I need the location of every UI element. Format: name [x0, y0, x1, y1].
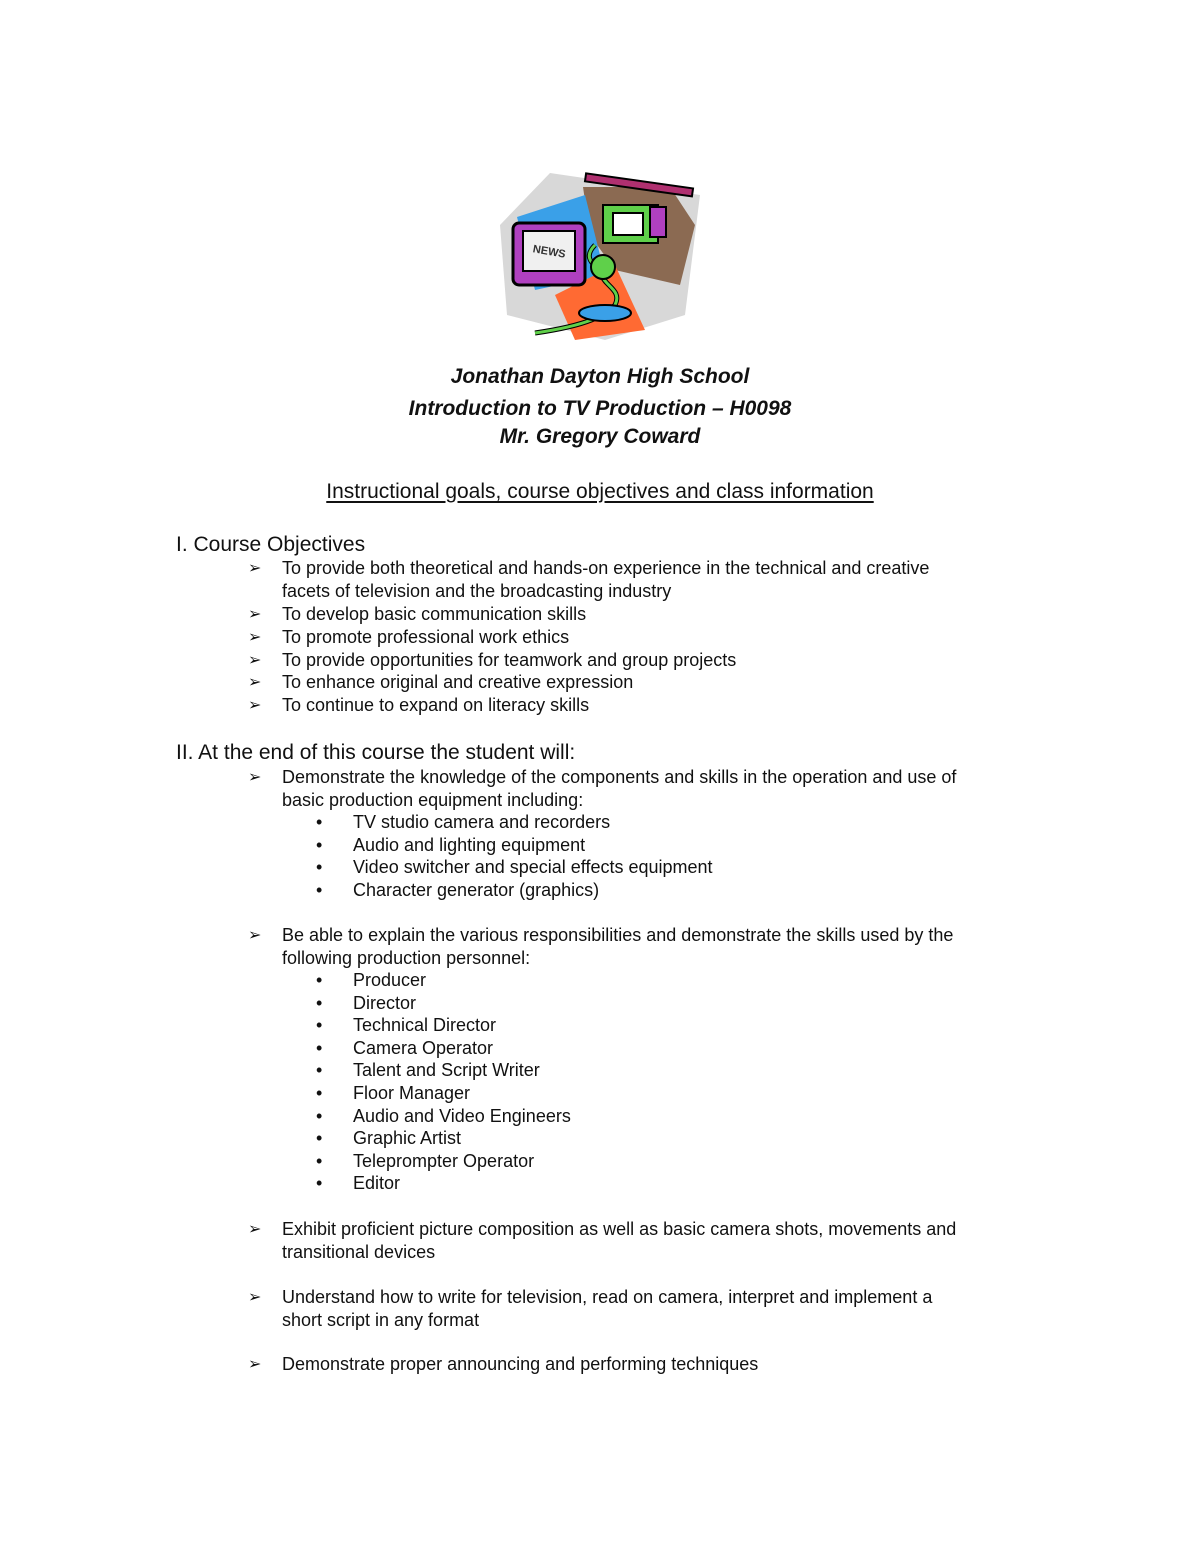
bullet-icon: •	[316, 1128, 323, 1148]
objective-line: To continue to expand on literacy skills	[282, 695, 590, 715]
outcome-line: Demonstrate the knowledge of the components and skills in the operation and use of	[282, 767, 957, 787]
arrow-bullet-icon: ➢	[248, 629, 262, 646]
arrow-bullet-icon: ➢	[248, 560, 262, 577]
objective-line: To provide opportunities for teamwork and group projects	[282, 650, 737, 670]
bullet-icon: •	[316, 1173, 323, 1193]
bullet-icon: •	[316, 1106, 323, 1126]
objective-line: To enhance original and creative expression	[282, 672, 634, 692]
equipment-item: Character generator (graphics)	[353, 880, 600, 900]
arrow-bullet-icon: ➢	[248, 652, 262, 669]
personnel-item: Technical Director	[353, 1015, 497, 1035]
school-name: Jonathan Dayton High School	[450, 365, 750, 388]
bullet-icon: •	[316, 1015, 323, 1035]
personnel-item: Talent and Script Writer	[353, 1060, 540, 1080]
section-heading-student-outcomes: II. At the end of this course the student will:	[176, 741, 576, 764]
personnel-item: Floor Manager	[353, 1083, 471, 1103]
arrow-bullet-icon: ➢	[248, 1289, 262, 1306]
outcome-line: basic production equipment including:	[282, 790, 584, 810]
bullet-icon: •	[316, 970, 323, 990]
arrow-bullet-icon: ➢	[248, 927, 262, 944]
arrow-bullet-icon: ➢	[248, 606, 262, 623]
personnel-item: Editor	[353, 1173, 401, 1193]
personnel-item: Director	[353, 993, 417, 1013]
objective-line: To provide both theoretical and hands-on experience in the technical and creative	[282, 558, 930, 578]
section-heading-course-objectives: I. Course Objectives	[176, 533, 366, 556]
bullet-icon: •	[316, 1083, 323, 1103]
teacher-name: Mr. Gregory Coward	[499, 425, 701, 448]
outcome-line: Exhibit proficient picture composition as well as basic camera shots, movements and	[282, 1219, 957, 1239]
outcome-line: following production personnel:	[282, 948, 531, 968]
bullet-icon: •	[316, 812, 323, 832]
objective-line: facets of television and the broadcasting industry	[282, 581, 672, 601]
personnel-item: Camera Operator	[353, 1038, 494, 1058]
arrow-bullet-icon: ➢	[248, 674, 262, 691]
outcome-line: Be able to explain the various responsibilities and demonstrate the skills used by the	[282, 925, 954, 945]
bullet-icon: •	[316, 1060, 323, 1080]
outcome-line: transitional devices	[282, 1242, 436, 1262]
arrow-bullet-icon: ➢	[248, 769, 262, 786]
personnel-item: Graphic Artist	[353, 1128, 462, 1148]
bullet-icon: •	[316, 835, 323, 855]
objective-line: To develop basic communication skills	[282, 604, 587, 624]
arrow-bullet-icon: ➢	[248, 1221, 262, 1238]
bullet-icon: •	[316, 993, 323, 1013]
course-title: Introduction to TV Production – H0098	[408, 397, 792, 420]
bullet-icon: •	[316, 857, 323, 877]
svg-text:NEWS: NEWS	[531, 243, 567, 261]
outcome-line: short script in any format	[282, 1310, 480, 1330]
arrow-bullet-icon: ➢	[248, 1356, 262, 1373]
personnel-item: Teleprompter Operator	[353, 1151, 535, 1171]
equipment-item: TV studio camera and recorders	[353, 812, 611, 832]
arrow-bullet-icon: ➢	[248, 697, 262, 714]
personnel-item: Producer	[353, 970, 427, 990]
bullet-icon: •	[316, 1038, 323, 1058]
bullet-icon: •	[316, 1151, 323, 1171]
outcome-line: Demonstrate proper announcing and performing techniques	[282, 1354, 759, 1374]
equipment-item: Audio and lighting equipment	[353, 835, 586, 855]
tv-production-clipart-icon	[495, 165, 705, 345]
bullet-icon: •	[316, 880, 323, 900]
personnel-item: Audio and Video Engineers	[353, 1106, 571, 1126]
document-subtitle: Instructional goals, course objectives and class information	[326, 480, 874, 503]
objective-line: To promote professional work ethics	[282, 627, 570, 647]
outcome-line: Understand how to write for television, read on camera, interpret and implement a	[282, 1287, 933, 1307]
equipment-item: Video switcher and special effects equipment	[353, 857, 713, 877]
